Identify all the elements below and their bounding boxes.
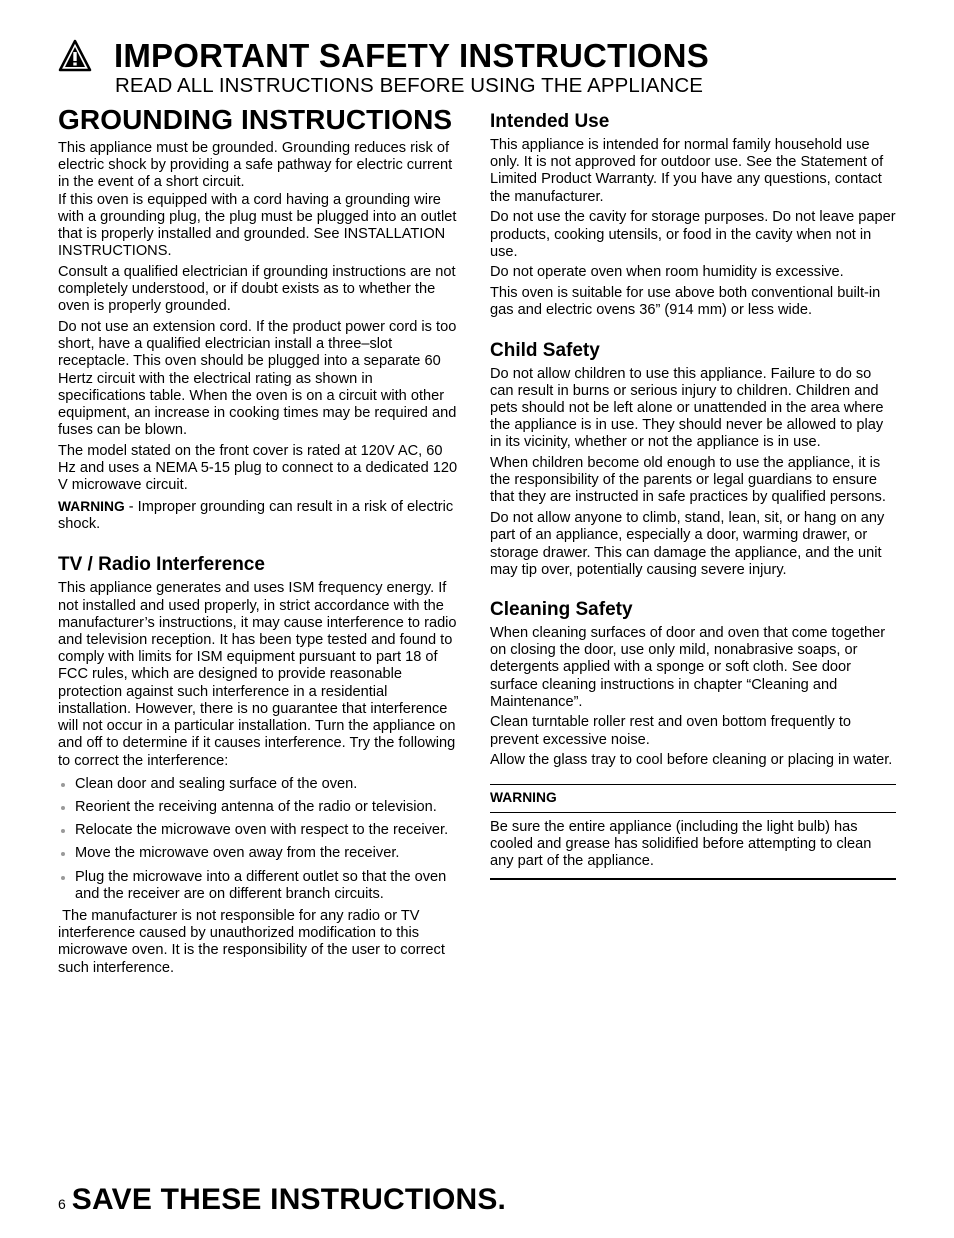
grounding-paragraph: Consult a qualified electrician if grounding instructions are not completely understood, or if doubt exists as to whether the oven is properly grounded. [58,263,456,315]
cleaning-safety-heading: Cleaning Safety [490,598,633,620]
child-safety-heading: Child Safety [490,339,600,361]
right-column [490,103,896,880]
tv-outro: The manufacturer is not responsible for any radio or TV interference caused by unauthorized modification to this microwave oven. It is the responsibility of the user to correct such interference. [58,907,449,976]
cleaning-paragraph: Allow the glass tray to cool before cleaning or placing in water. [490,752,893,769]
tv-intro: This appliance generates and uses ISM frequency energy. If not installed and used properly, in strict accordance with the manufacturer’s instructions, it may cause interference to radio and television reception. It has been type tested and found to comply with limits for ISM equipment pursuant to part 18 of FCC rules, which are designed to provide reasonable protection against such interference in a residential installation. However, there is no guarantee that interference will not occur in a particular installation. Turn the appliance on and off to determine if it causes interference. Try the following to correct the interference: [58,580,457,769]
cleaning-paragraph: When cleaning surfaces of door and oven that come together on closing the door, use only mild, nonabrasive soaps, or detergents applied with a sponge or soft cloth. See door surface cleaning instructions in chapter “Cleaning and Maintenance”. [490,624,886,710]
grounding-paragraph-1-2 [58,140,462,260]
grounding-warning-text: - Improper grounding can result in a risk of electric shock. [58,499,454,533]
grounding-paragraph: Do not use an extension cord. If the product power cord is too short, have a qualified electrician install a three–slot receptacle. This oven should be plugged into a separate 60 Hertz circuit with the electrical rating as shown in specifications table. When the oven is on a circuit with other equipment, an increase in cooking times may be required and fuses can be blown. [58,319,457,439]
grounding-paragraph: If this oven is equipped with a cord having a grounding wire with a grounding plug, the plug must be plugged into an outlet that is properly installed and grounded. See INSTALLATION INSTRUCTIONS. [58,191,457,260]
warning-box-label: WARNING [490,785,896,813]
page-footer [58,1183,506,1217]
intended-paragraph: This oven is suitable for use above both conventional built-in gas and electric ovens 36” (914 mm) or less wide. [490,285,881,319]
page-title: IMPORTANT SAFETY INSTRUCTIONS [114,37,709,74]
child-safety-section [490,340,896,579]
tv-heading: TV / Radio Interference [58,554,265,576]
grounding-warning [58,498,462,533]
warning-box-text: Be sure the entire appliance (including the light bulb) has cooled and grease has solidified before attempting to clean any part of the appliance. [490,818,872,869]
intended-paragraph: Do not use the cavity for storage purposes. Do not leave paper products, cooking utensils, or food in the cavity when not in use. [490,209,896,260]
left-column [58,103,462,980]
list-item: Clean door and sealing surface of the oven. [58,776,462,793]
child-paragraph: Do not allow children to use this appliance. Failure to do so can result in burns or serious injury to children. Children and pets should not be left alone or unattended in the area where the appliance is in use. They should never be allowed to play in its vicinity, whether or not the appliance is in use. [490,365,884,451]
cleaning-paragraph: Clean turntable roller rest and oven bottom frequently to prevent excessive noise. [490,714,851,748]
tv-section [58,554,462,976]
tv-bullet-list [58,776,462,903]
grounding-warning-label: WARNING [58,499,125,515]
intended-paragraph: Do not operate oven when room humidity is excessive. [490,264,844,281]
warning-triangle-icon [58,39,92,73]
page-subtitle: READ ALL INSTRUCTIONS BEFORE USING THE APPLIANCE [115,74,704,97]
grounding-paragraph: The model stated on the front cover is rated at 120V AC, 60 Hz and uses a NEMA 5-15 plug to connect to a dedicated 120 V microwave circuit. [58,442,458,494]
page-header [58,36,918,97]
save-instructions-text: SAVE THESE INSTRUCTIONS. [71,1183,507,1216]
list-item: Plug the microwave into a different outlet so that the oven and the receiver are on different branch circuits. [58,869,462,903]
title-row [58,36,918,76]
intended-use-heading: Intended Use [490,111,610,132]
grounding-paragraph: This appliance must be grounded. Grounding reduces risk of electric shock by providing a safe pathway for electric current in the event of a short circuit. [58,140,453,191]
page-number: 6 [58,1196,66,1212]
intended-paragraph: This appliance is intended for normal family household use only. It is not approved for outdoor use. See the Statement of Limited Product Warranty. If you have any questions, contact the manufacturer. [490,137,884,205]
grounding-heading: GROUNDING INSTRUCTIONS [58,104,453,135]
child-paragraph: Do not allow anyone to climb, stand, lean, sit, or hang on any part of an appliance, especially a door, warming drawer, or storage drawer. This can damage the appliance, and the unit may tip over, potentially causing severe injury. [490,510,885,578]
child-paragraph: When children become old enough to use the appliance, it is the responsibility of the parents or legal guardians to ensure that they are instructed in safe practices by qualified persons. [490,455,886,506]
list-item: Move the microwave oven away from the receiver. [58,845,462,862]
cleaning-safety-section [490,599,896,770]
list-item: Relocate the microwave oven with respect to the receiver. [58,822,462,839]
list-item: Reorient the receiving antenna of the radio or television. [58,799,462,816]
warning-box [490,784,896,881]
